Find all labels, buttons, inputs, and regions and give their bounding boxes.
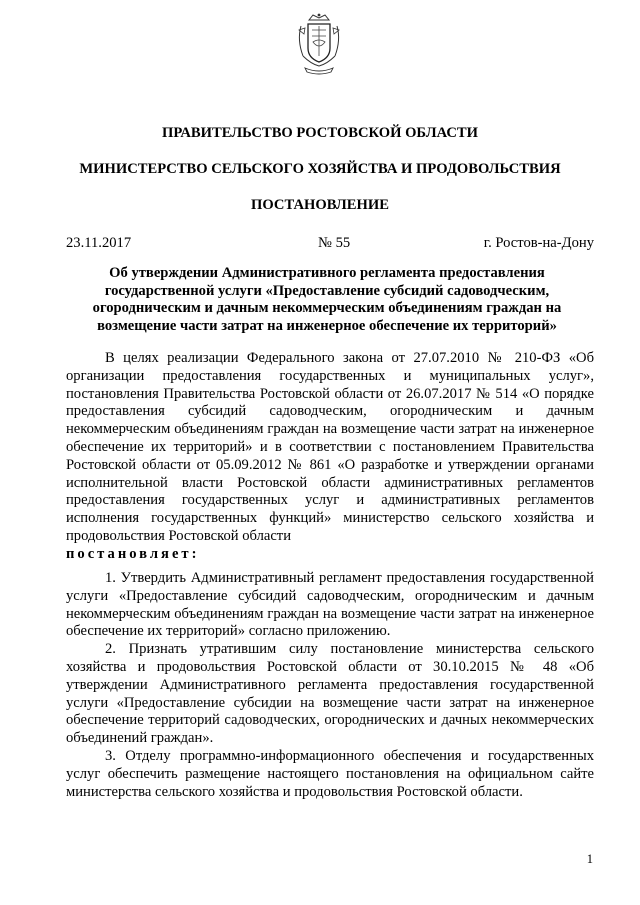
document-type-title: ПОСТАНОВЛЕНИЕ [251, 197, 389, 213]
document-date: 23.11.2017 [66, 235, 132, 251]
decree-item-1: 1. Утвердить Административный регламент предоставления государственной услуги «Предоставление субсидий садоводческим, огородническим и дачным некоммерческим объединениям граждан на возмещение части затрат на инженерное обеспечение их территорий» согласно приложению. [66, 570, 594, 640]
document-number: № 55 [318, 235, 351, 251]
ministry-title: МИНИСТЕРСТВО СЕЛЬСКОГО ХОЗЯЙСТВА И ПРОДОВОЛЬСТВИЯ [79, 161, 561, 177]
document-subject: Об утверждении Административного регламента предоставления государственной услуги «Предоставление субсидий садоводческим, огородническим и дачным некоммерческим объединениям граждан на возмещение части затрат на инженерное обеспечение их территорий» [92, 265, 562, 334]
page-number: 1 [586, 852, 593, 866]
document-city: г. Ростов-на-Дону [483, 235, 594, 251]
preamble-section [66, 350, 594, 564]
decree-items [66, 570, 594, 801]
decree-word: постановляет: [66, 545, 200, 562]
decree-item-2: 2. Признать утратившим силу постановление министерства сельского хозяйства и продовольствия Ростовской области от 30.10.2015 № 48 «Об утверждении Административного регламента предоставления государственной услуги «Предоставление субсидии на возмещение части затрат на инженерное обеспечение территорий садоводческих, огороднических и дачных некоммерческих объединений граждан». [66, 641, 594, 747]
preamble-paragraph: В целях реализации Федерального закона от 27.07.2010 № 210-ФЗ «Об организации предоставления государственных и муниципальных услуг», постановления Правительства Ростовской области от 26.07.2017 № 514 «О порядке предоставления субсидий садоводческим, огородническим и дачным некоммерческим объединениям граждан на возмещение части затрат на инженерное обеспечение их территорий» и в соответствии с постановлением Правительства Ростовской области от 05.09.2012 № 861 «О разработке и утверждении органами исполнительной власти Ростовской области административных регламентов предоставления государственных услуг и административных регламентов исполнения государственных функций» министерство сельского хозяйства и продовольствия Ростовской области [66, 350, 594, 544]
decree-item-3: 3. Отделу программно-информационного обеспечения и государственных услуг обеспечить размещение настоящего постановления на официальном сайте министерства сельского хозяйства и продовольствия Ростовской области. [66, 747, 594, 800]
coat-of-arms-emblem [293, 12, 345, 76]
government-title: ПРАВИТЕЛЬСТВО РОСТОВСКОЙ ОБЛАСТИ [161, 125, 479, 141]
